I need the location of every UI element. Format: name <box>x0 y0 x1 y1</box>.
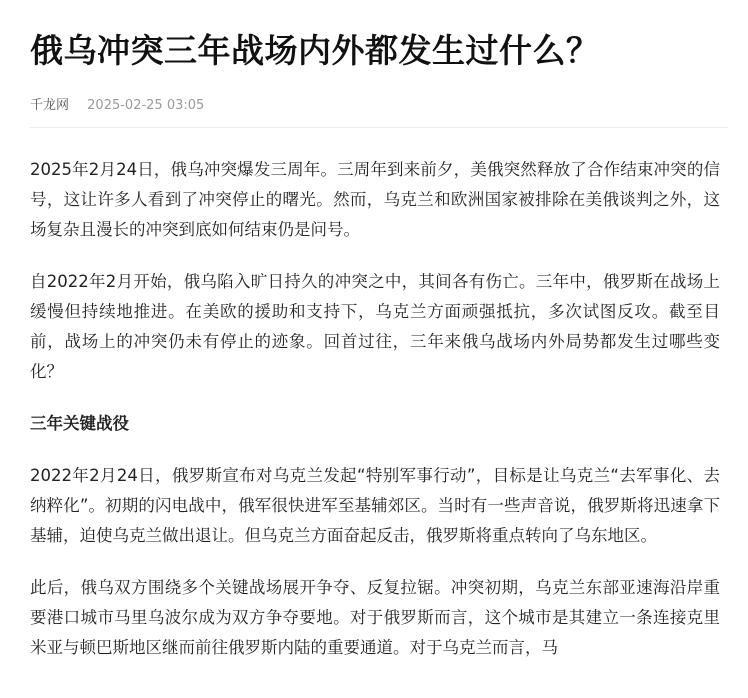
article <box>30 0 720 685</box>
article-meta <box>30 96 720 116</box>
article-paragraph: 2025年2月24日，俄乌冲突爆发三周年。三周年到来前夕，美俄突然释放了合作结束冲突的信号，这让许多人看到了冲突停止的曙光。然而，乌克兰和欧洲国家被排除在美俄谈判之外，这场复杂且漫长的冲突到底如何结束仍是问号。 <box>30 160 720 239</box>
article-timestamp: 2025-02-25 03:05 <box>87 98 205 113</box>
article-paragraph: 自2022年2月开始，俄乌陷入旷日持久的冲突之中，其间各有伤亡。三年中，俄罗斯在战场上缓慢但持续地推进。在美欧的援助和支持下，乌克兰方面顽强抵抗，多次试图反攻。截至目前，战场上的冲突仍未有停止的迹象。回首过往，三年来俄乌战场内外局势都发生过哪些变化？ <box>30 272 720 381</box>
article-title: 俄乌冲突三年战场内外都发生过什么？ <box>30 31 600 70</box>
article-paragraph: 2022年2月24日，俄罗斯宣布对乌克兰发起“特别军事行动”，目标是让乌克兰“去军事化、去纳粹化”。初期的闪电战中，俄军很快进军至基辅郊区。当时有一些声音说，俄罗斯将迅速拿下基辅，迫使乌克兰做出退让。但乌克兰方面奋起反击，俄罗斯将重点转向了乌东地区。 <box>30 466 720 545</box>
divider <box>30 127 728 128</box>
article-source[interactable]: 千龙网 <box>30 98 70 113</box>
section-heading: 三年关键战役 <box>30 414 129 433</box>
article-paragraph: 此后，俄乌双方围绕多个关键战场展开争夺、反复拉锯。冲突初期，乌克兰东部亚速海沿岸重要港口城市马里乌波尔成为双方争夺要地。对于俄罗斯而言，这个城市是其建立一条连接克里米亚与顿巴斯地区继而前往俄罗斯内陆的重要通道。对于乌克兰而言，马 <box>30 578 720 657</box>
article-body <box>30 155 720 663</box>
